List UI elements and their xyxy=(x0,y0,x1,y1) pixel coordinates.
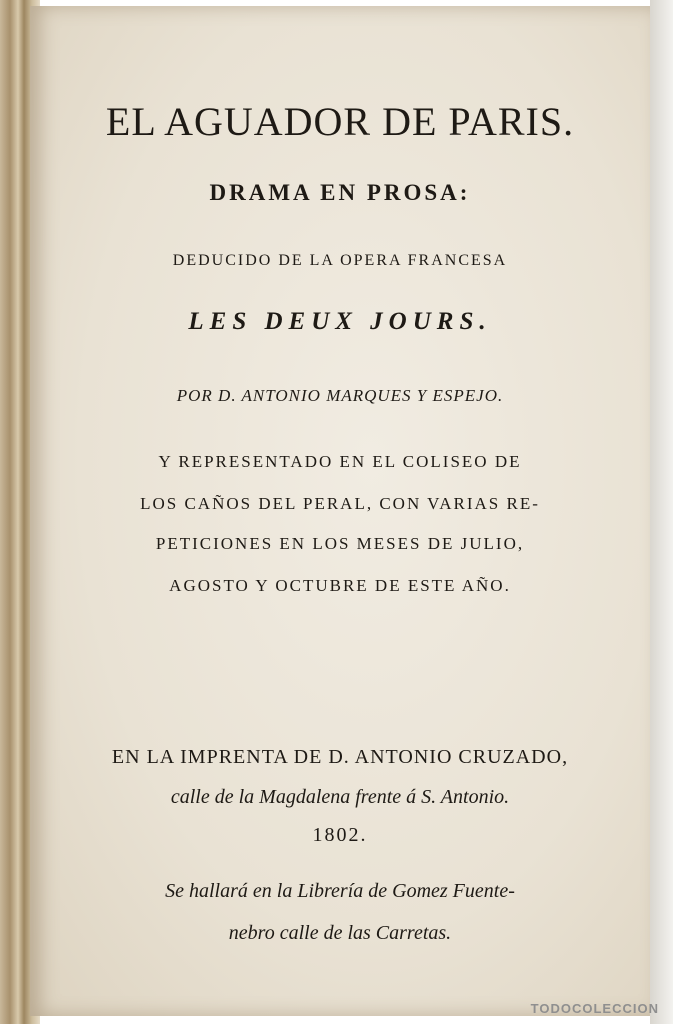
watermark-logo: TODOCOLECCION xyxy=(530,1001,659,1016)
sale-info-line: nebro calle de las Carretas. xyxy=(228,922,452,944)
performance-line: AGOSTO Y OCTUBRE DE ESTE AÑO. xyxy=(169,576,511,595)
derived-from-line: DEDUCIDO DE LA OPERA FRANCESA xyxy=(172,252,508,269)
book-title: EL AGUADOR DE PARIS. xyxy=(105,99,575,144)
imprint-address: calle de la Magdalena frente á S. Antonio. xyxy=(170,786,510,808)
publication-year: 1802. xyxy=(312,824,368,846)
author-line: POR D. ANTONIO MARQUES Y ESPEJO. xyxy=(176,386,504,405)
performance-line: PETICIONES EN LOS MESES DE JULIO, xyxy=(155,534,525,553)
page-edge xyxy=(650,0,673,1024)
performance-line: LOS CAÑOS DEL PERAL, CON VARIAS RE- xyxy=(140,494,540,513)
performance-line: Y REPRESENTADO EN EL COLISEO DE xyxy=(158,452,522,471)
imprint-printer: EN LA IMPRENTA DE D. ANTONIO CRUZADO, xyxy=(111,746,569,768)
book-subtitle: DRAMA EN PROSA: xyxy=(209,180,471,205)
opera-title: LES DEUX JOURS. xyxy=(188,308,492,335)
sale-info-line: Se hallará en la Librería de Gomez Fuente- xyxy=(165,880,515,902)
